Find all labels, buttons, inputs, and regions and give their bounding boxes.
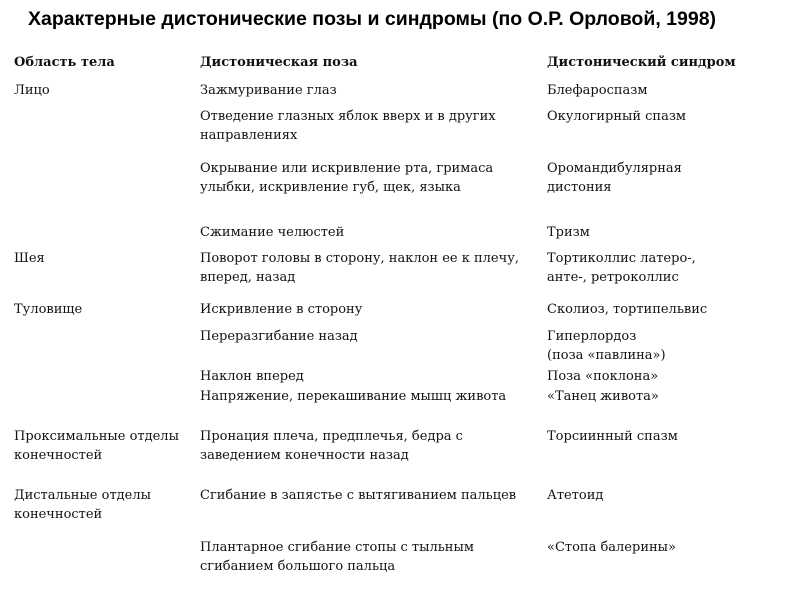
syndrome-cell: Окулогирный спазм <box>547 109 687 124</box>
pose-cell: Искривление в сторону <box>200 302 363 317</box>
syndrome-cell: «Танец живота» <box>547 389 659 404</box>
region-cell: Проксимальные отделы <box>14 429 179 444</box>
region-cell: конечностей <box>14 507 103 522</box>
pose-cell: заведением конечности назад <box>200 448 409 463</box>
syndrome-cell: Тризм <box>547 225 590 240</box>
pose-cell: Сгибание в запястье с вытягиванием пальцев <box>200 488 517 503</box>
pose-cell: Окрывание или искривление рта, гримаса <box>200 161 494 176</box>
syndrome-cell: Блефароспазм <box>547 83 648 98</box>
syndrome-cell: Гиперлордоз <box>547 329 637 344</box>
header-syndrome: Дистонический синдром <box>547 55 736 70</box>
region-cell: конечностей <box>14 448 103 463</box>
region-cell: Дистальные отделы <box>14 488 151 503</box>
syndrome-cell: Поза «поклона» <box>547 369 659 384</box>
header-pose: Дистоническая поза <box>200 55 358 70</box>
pose-cell: улыбки, искривление губ, щек, языка <box>200 180 461 195</box>
page-title: Характерные дистонические позы и синдромы (по О.Р. Орловой, 1998) <box>28 8 717 30</box>
syndrome-cell: (поза «павлина») <box>547 348 666 363</box>
syndrome-cell: Тортиколлис латеро-, <box>547 251 696 266</box>
pose-cell: Напряжение, перекашивание мышц живота <box>200 389 507 404</box>
region-cell: Лицо <box>14 83 50 98</box>
syndrome-cell: Атетоид <box>547 488 604 503</box>
syndrome-cell: дистония <box>547 180 612 195</box>
pose-cell: Пронация плеча, предплечья, бедра с <box>200 429 463 444</box>
pose-cell: Отведение глазных яблок вверх и в других <box>200 109 496 124</box>
header-region: Область тела <box>14 55 115 70</box>
pose-cell: Зажмуривание глаз <box>200 83 337 98</box>
region-cell: Шея <box>14 251 45 266</box>
pose-cell: Поворот головы в сторону, наклон ее к плечу, <box>200 251 519 266</box>
pose-cell: Переразгибание назад <box>200 329 358 344</box>
syndrome-cell: Сколиоз, тортипельвис <box>547 302 708 317</box>
pose-cell: Плантарное сгибание стопы с тыльным <box>200 540 474 555</box>
pose-cell: сгибанием большого пальца <box>200 559 396 574</box>
syndrome-cell: «Стопа балерины» <box>547 540 676 555</box>
syndrome-cell: Торсиинный спазм <box>547 429 678 444</box>
pose-cell: направлениях <box>200 128 298 143</box>
pose-cell: вперед, назад <box>200 270 296 285</box>
region-cell: Туловище <box>14 302 83 317</box>
syndrome-cell: анте-, ретроколлис <box>547 270 679 285</box>
syndrome-cell: Оромандибулярная <box>547 161 682 176</box>
pose-cell: Наклон вперед <box>200 369 304 384</box>
pose-cell: Сжимание челюстей <box>200 225 345 240</box>
